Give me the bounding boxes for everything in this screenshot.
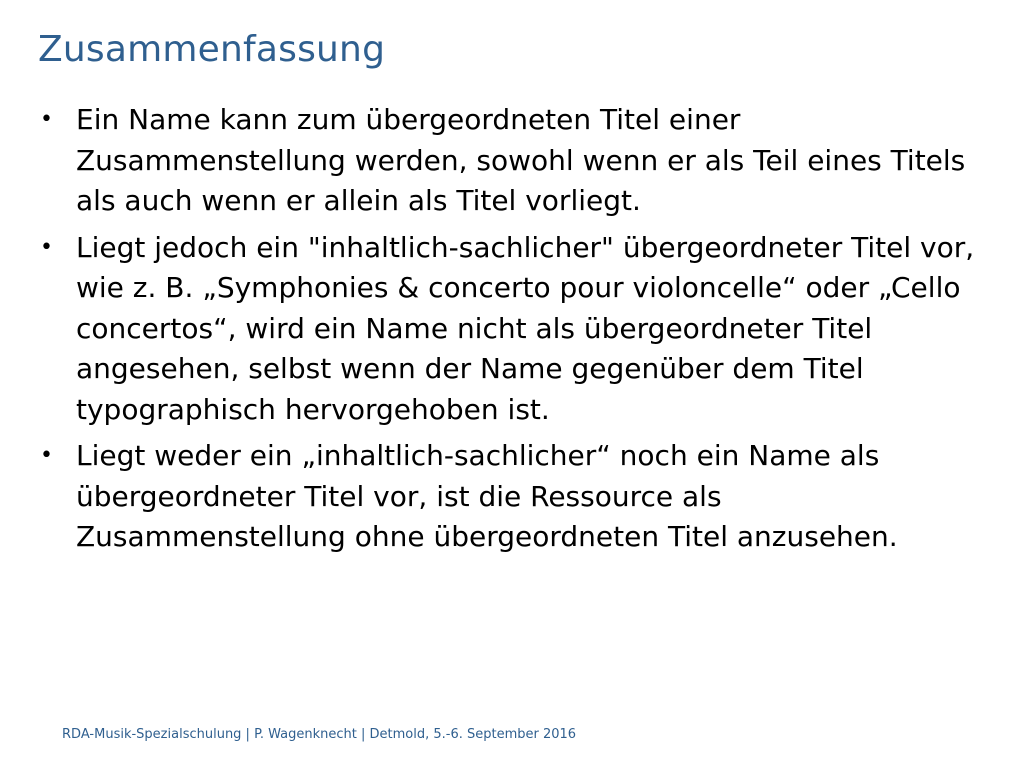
bullet-text: Ein Name kann zum übergeordneten Titel einer Zusammenstellung werden, sowohl wenn er als Teil eines Titels als auch wenn er allein als Titel vorliegt. bbox=[76, 103, 966, 217]
bullet-item-2 bbox=[38, 228, 998, 431]
bullet-text: Liegt weder ein „inhaltlich-sachlicher“ noch ein Name als übergeordneter Titel vor, ist die Ressource als Zusammenstellung ohne übergeordneten Titel anzusehen. bbox=[76, 439, 898, 553]
bullet-marker: • bbox=[40, 443, 53, 468]
bullet-list bbox=[38, 100, 998, 564]
bullet-marker: • bbox=[40, 107, 53, 132]
slide-footer: RDA-Musik-Spezialschulung | P. Wagenknecht | Detmold, 5.-6. September 2016 bbox=[62, 727, 577, 742]
bullet-marker: • bbox=[40, 234, 53, 260]
slide-title: Zusammenfassung bbox=[38, 29, 386, 70]
bullet-item-1 bbox=[38, 100, 998, 222]
bullet-item-3 bbox=[38, 436, 998, 558]
bullet-text: Liegt jedoch ein "inhaltlich-sachlicher" übergeordneter Titel vor, wie z. B. „Symphonies & concerto pour violoncelle“ oder „Cello concertos“, wird ein Name nicht als übergeordneter Titel angesehen, selbst wenn der Name gegenüber dem Titel typographisch hervorgehoben ist. bbox=[76, 230, 975, 426]
